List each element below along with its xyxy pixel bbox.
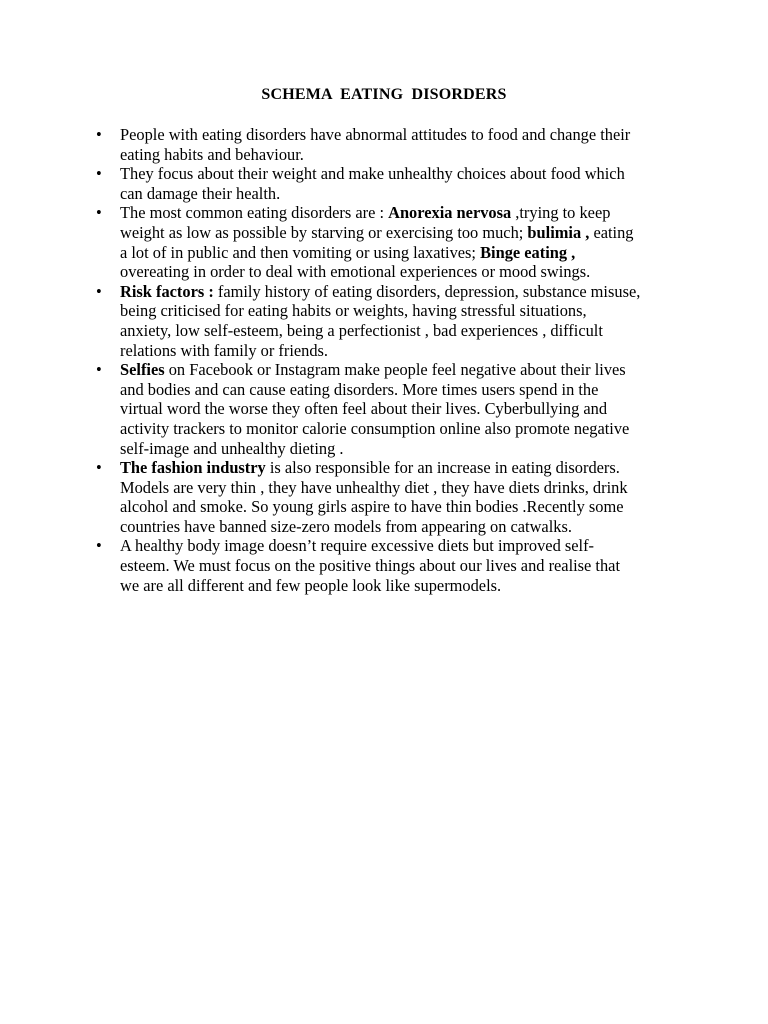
text-run: A healthy body image doesn’t require excessive diets but improved self- esteem. We must focus on the positive things about our lives and realise that we are all different and few people look like supermodels. — [120, 536, 621, 595]
list-item — [96, 203, 706, 281]
bold-term: bulimia , — [527, 222, 590, 242]
list-item — [96, 125, 706, 164]
text-run: eating a lot of in public and then vomiting or using laxatives; — [120, 222, 634, 262]
bullet-list — [96, 125, 706, 595]
bold-term: Anorexia nervosa — [388, 203, 512, 223]
bullet-icon: • — [96, 164, 102, 184]
bullet-icon: • — [96, 203, 102, 223]
list-item — [96, 536, 706, 595]
list-item-text — [120, 164, 706, 203]
text-run: overeating in order to deal with emotional experiences or mood swings. — [120, 262, 591, 282]
list-item-text — [120, 203, 706, 281]
list-item — [96, 164, 706, 203]
text-run: family history of eating disorders, depression, substance misuse, being criticised for eating habits or weights, having stressful situations, anxiety, low self-esteem, being a perfectionist , bad experiences , difficult relations with family or friends. — [120, 281, 641, 360]
bullet-icon: • — [96, 536, 102, 556]
bullet-icon: • — [96, 281, 102, 301]
text-run: ,trying to keep weight as low as possible by starving or exercising too much; — [120, 203, 611, 242]
bold-term: Risk factors : — [120, 281, 214, 301]
bold-term: Binge eating , — [480, 242, 576, 262]
document-title: SCHEMA EATING DISORDERS — [261, 86, 507, 103]
list-item-text — [120, 125, 706, 164]
bullet-icon: • — [96, 458, 102, 478]
list-item-text — [120, 536, 706, 595]
list-item — [96, 282, 706, 360]
list-item — [96, 458, 706, 536]
text-run: They focus about their weight and make unhealthy choices about food which can damage their health. — [120, 164, 625, 203]
text-run: is also responsible for an increase in eating disorders. Models are very thin , they have unhealthy diet , they have diets drinks, drink alcohol and smoke. So young girls aspire to have thin bodies .Recently some countries have banned size-zero models from appearing on catwalks. — [120, 458, 628, 536]
bold-term: Selfies — [120, 360, 165, 380]
text-run: People with eating disorders have abnormal attitudes to food and change their eating habits and behaviour. — [120, 125, 631, 164]
bullet-icon: • — [96, 125, 102, 144]
list-item-text — [120, 282, 706, 360]
list-item-text — [120, 360, 706, 458]
list-item-text — [120, 458, 706, 536]
text-run: The most common eating disorders are : — [120, 203, 389, 223]
bullet-icon: • — [96, 360, 102, 380]
list-item — [96, 360, 706, 458]
bold-term: The fashion industry — [120, 458, 266, 478]
text-run: on Facebook or Instagram make people feel negative about their lives and bodies and can cause eating disorders. More times users spend in the virtual word the worse they often feel about their lives. Cyberbullying and activity trackers to monitor calorie consumption online also promote negative self-image and unhealthy dieting . — [120, 360, 630, 458]
